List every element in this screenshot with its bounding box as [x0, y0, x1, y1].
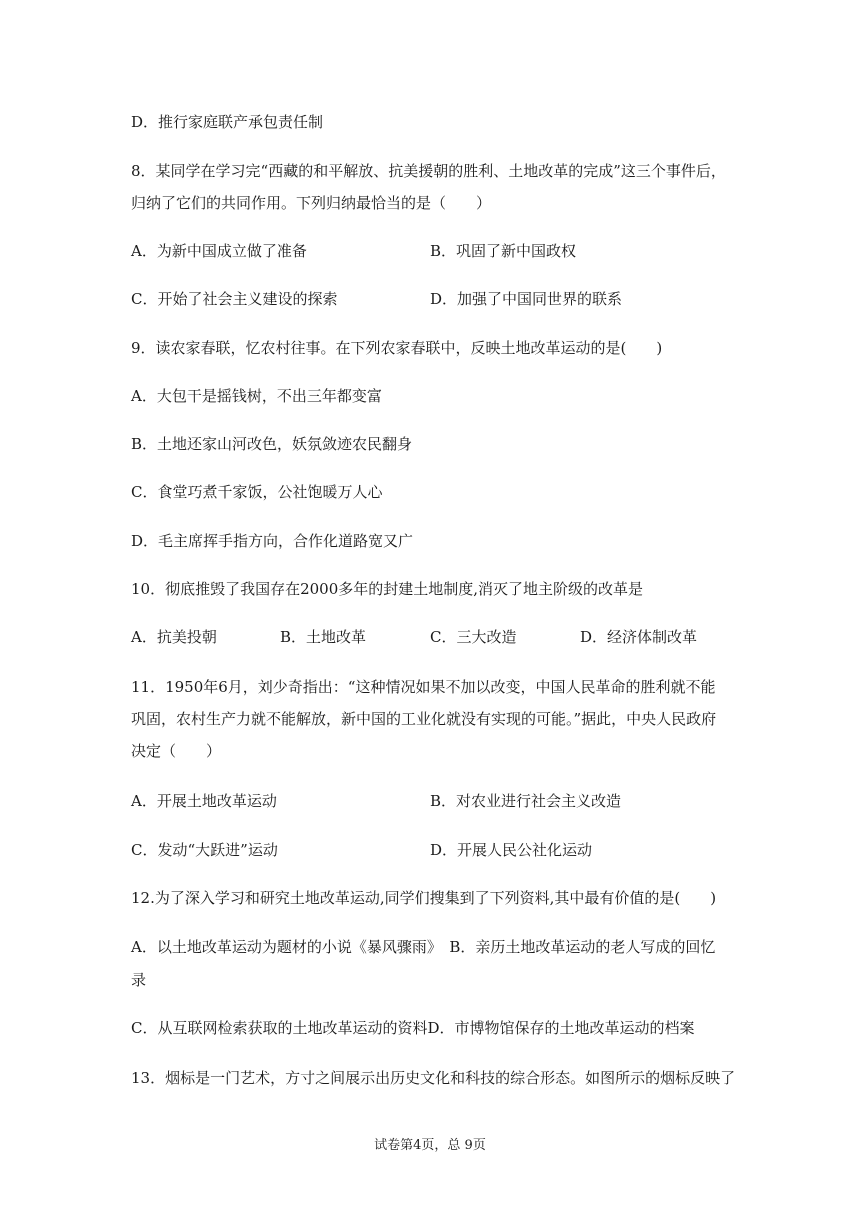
- question-8-option-c: C．开始了社会主义建设的探索: [131, 290, 338, 308]
- question-10-stem: 10．彻底推毁了我国存在2000多年的封建土地制度,消灭了地主阶级的改革是: [131, 580, 644, 598]
- page-footer: 试卷第4页，总 9页: [374, 1138, 486, 1153]
- question-12-options-ab-line-1: A．以土地改革运动为题材的小说《暴风骤雨》 B．亲历土地改革运动的老人写成的回忆: [131, 938, 716, 956]
- question-10-option-c: C．三大改造: [430, 628, 517, 646]
- question-12-options-ab-line-2: 录: [131, 971, 147, 989]
- question-10-option-b: B．土地改革: [280, 628, 367, 646]
- question-11-stem-line-2: 巩固，农村生产力就不能解放，新中国的工业化就没有实现的可能。”据此，中央人民政府: [131, 710, 717, 728]
- question-12-stem: 12.为了深入学习和研究土地改革运动,同学们搜集到了下列资料,其中最有价值的是( ): [131, 889, 717, 907]
- question-8-stem-line-1: 8．某同学在学习完“西藏的和平解放、抗美援朝的胜利、土地改革的完成”这三个事件后，: [131, 162, 726, 180]
- question-11-stem-line-1: 11．1950年6月，刘少奇指出：“这种情况如果不加以改变，中国人民革命的胜利就不能: [131, 678, 716, 696]
- question-11-option-a: A．开展土地改革运动: [131, 792, 277, 810]
- question-11-option-c: C．发动“大跃进”运动: [131, 841, 278, 859]
- question-11-option-d: D．开展人民公社化运动: [430, 841, 593, 859]
- question-8-option-b: B．巩固了新中国政权: [430, 242, 577, 260]
- question-10-option-a: A．抗美投朝: [131, 628, 217, 646]
- question-7-option-d: D．推行家庭联产承包责任制: [131, 113, 324, 131]
- question-9-stem: 9．读农家春联，忆农村往事。在下列农家春联中，反映土地改革运动的是( ): [131, 339, 663, 357]
- question-13-stem: 13．烟标是一门艺术，方寸之间展示出历史文化和科技的综合形态。如图所示的烟标反映了: [131, 1069, 736, 1087]
- question-9-option-b: B．土地还家山河改色，妖氛敛迹农民翻身: [131, 435, 413, 453]
- question-8-option-a: A．为新中国成立做了准备: [131, 242, 307, 260]
- question-9-option-a: A．大包干是摇钱树，不出三年都变富: [131, 387, 382, 405]
- question-9-option-d: D．毛主席挥手指方向，合作化道路宽又广: [131, 532, 414, 550]
- question-8-stem-line-2: 归纳了它们的共同作用。下列归纳最恰当的是（ ）: [131, 194, 492, 212]
- question-10-option-d: D．经济体制改革: [580, 628, 698, 646]
- question-12-options-cd: C．从互联网检索获取的土地改革运动的资料D．市博物馆保存的土地改革运动的档案: [131, 1019, 695, 1037]
- question-8-option-d: D．加强了中国同世界的联系: [430, 290, 623, 308]
- question-9-option-c: C．食堂巧煮千家饭，公社饱暖万人心: [131, 483, 383, 501]
- question-11-stem-line-3: 决定（ ）: [131, 742, 222, 760]
- question-11-option-b: B．对农业进行社会主义改造: [430, 792, 622, 810]
